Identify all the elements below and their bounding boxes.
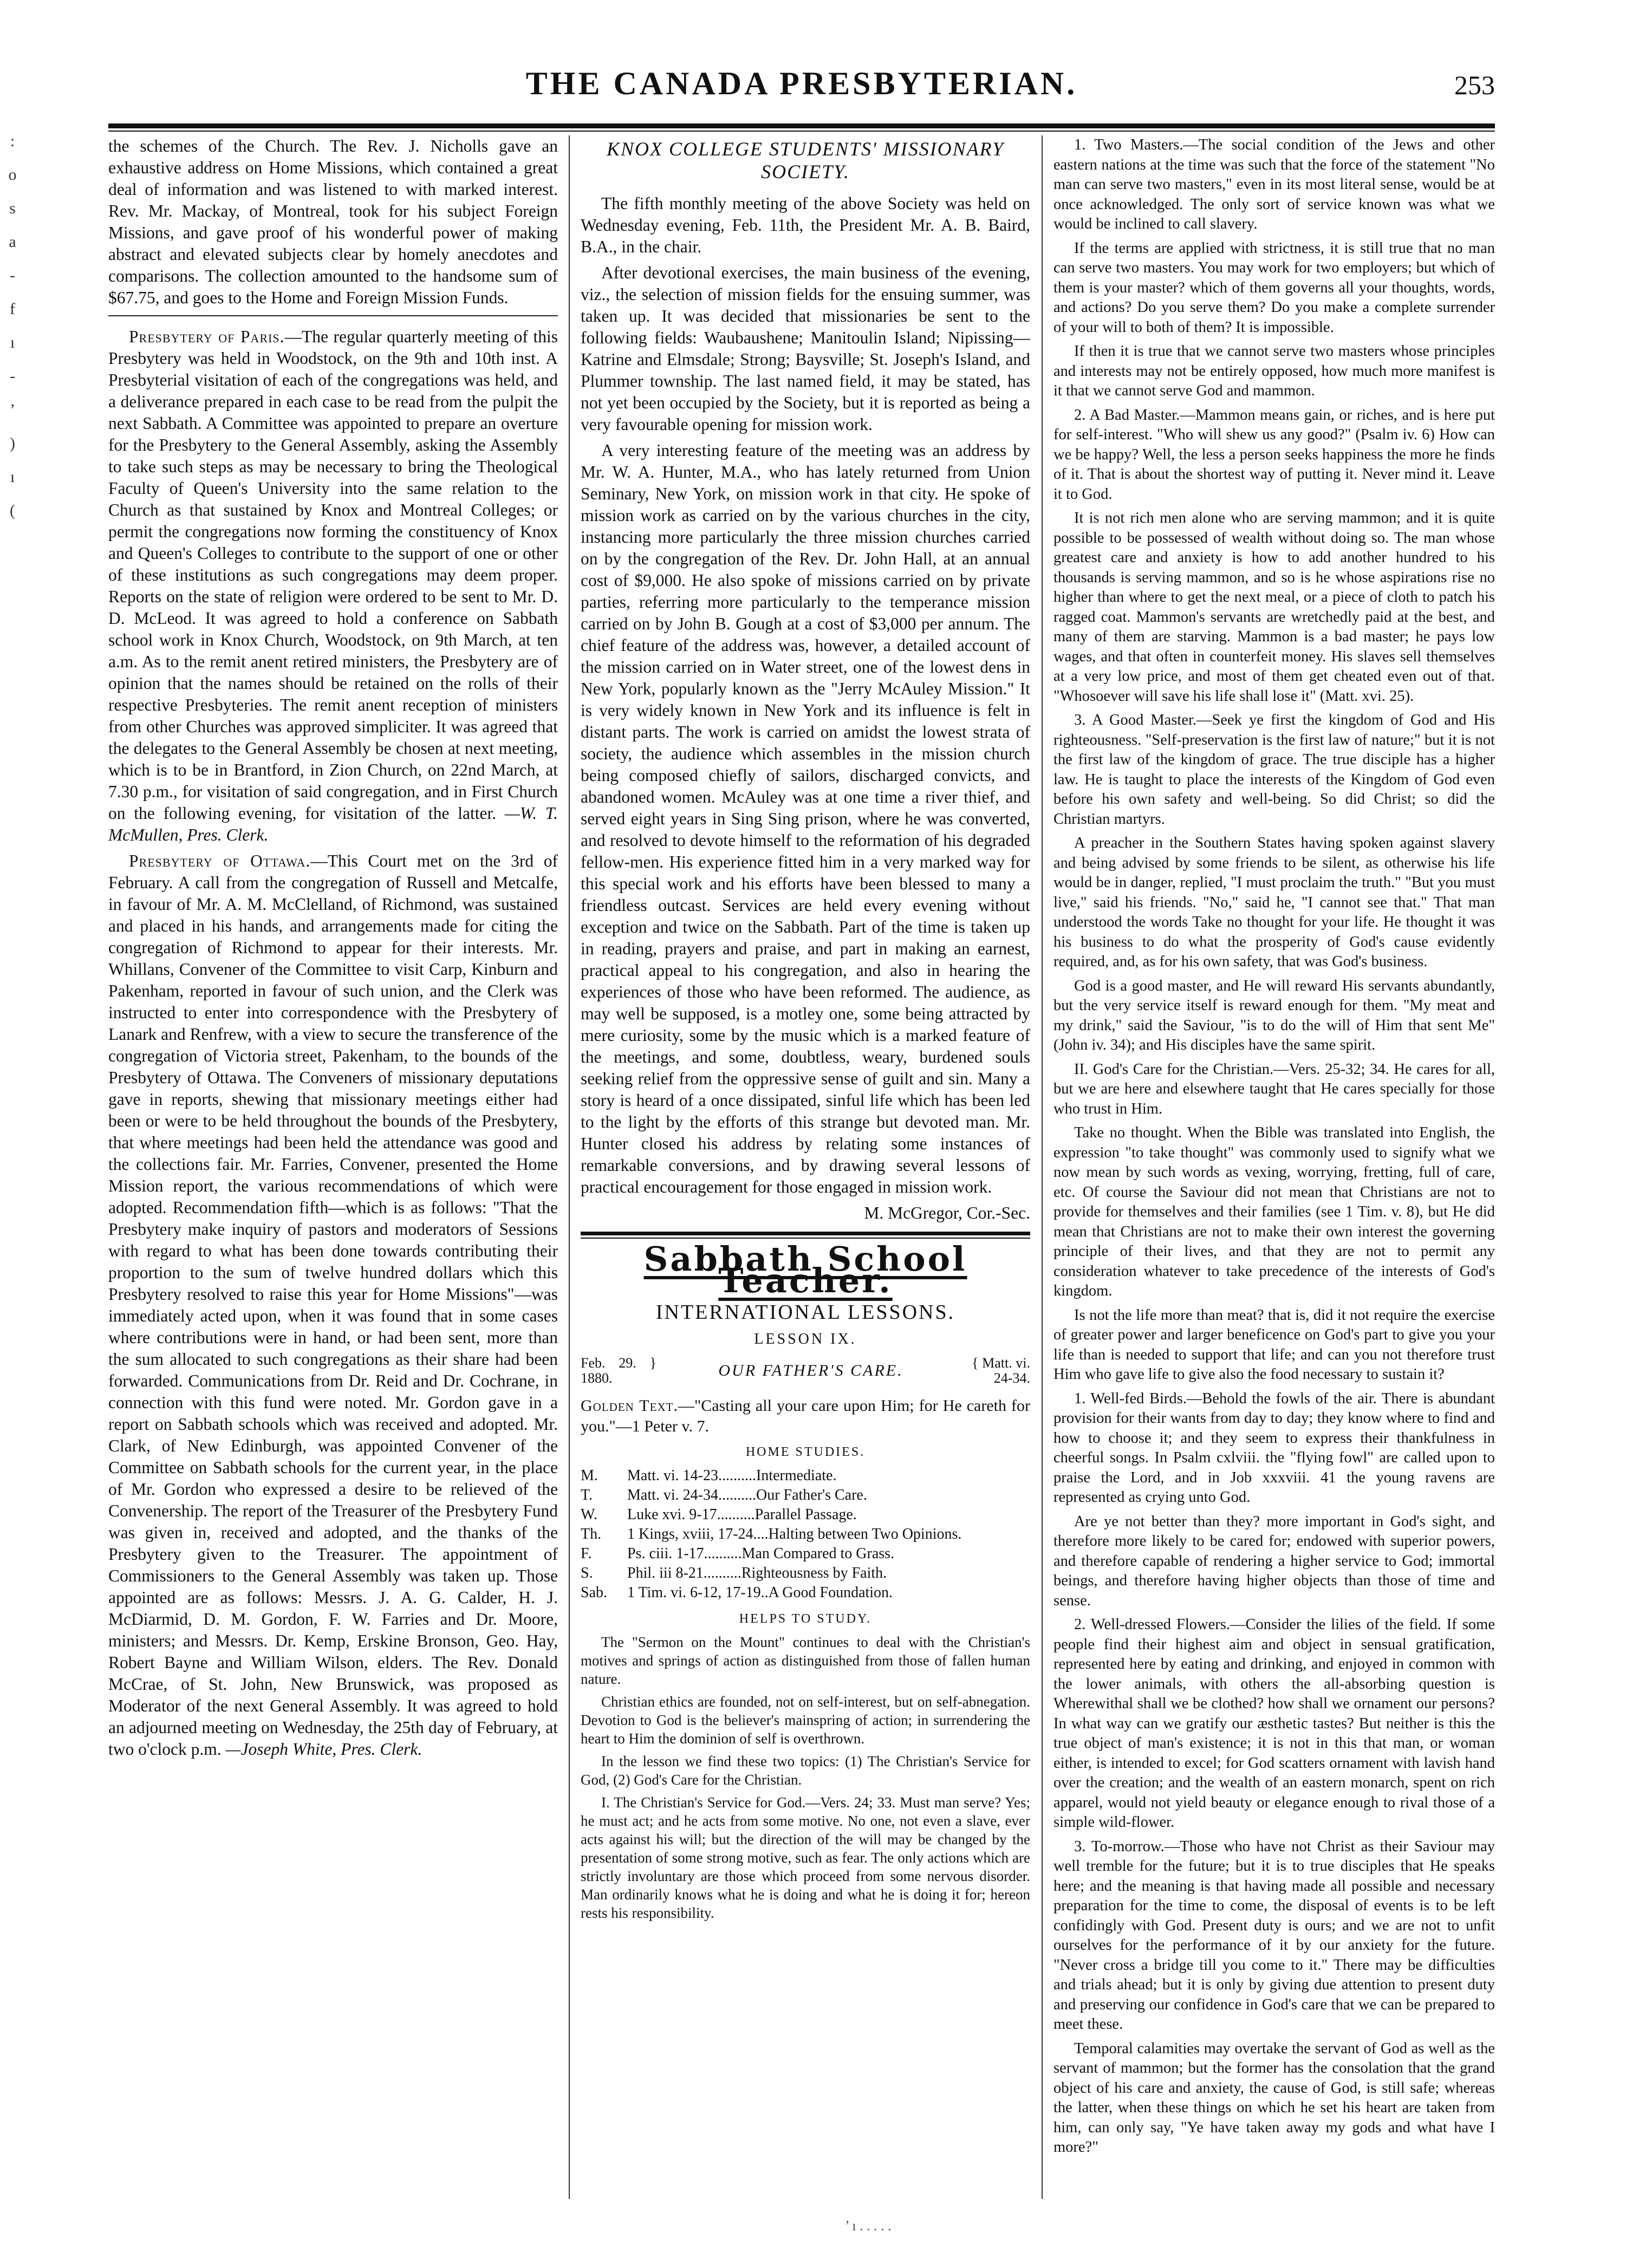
paragraph: 1. Two Masters.—The social condition of the Jews and other eastern nations at the time was such that the force of the statement "No man can serve two masters," even in its most literal sense, would be at once acknowledged. The only sort of service known was what we would be inclined to call slavery.: [1053, 136, 1495, 232]
international-lessons-title: INTERNATIONAL LESSONS.: [655, 1301, 955, 1324]
margin-mark: o: [8, 166, 17, 184]
list-item: [581, 1505, 1030, 1525]
column-middle: [581, 135, 1030, 2204]
study-day: F.: [581, 1545, 592, 1562]
margin-marks: [4, 125, 21, 528]
list-item: [581, 1564, 1030, 1583]
paragraph: It is not rich men alone who are serving mammon; and it is quite possible to be possessed of wealth without doing so. The man whose greatest care and anxiety is how to add another hundred to his thousands is serving mammon, and so is he whose aspirations rise no higher than where to get the next meal, or a piece of cloth to patch his ragged coat. Mammon's servants are wretchedly paid at the best, and many of them are starving. Mammon is a bad master; he pays low wages, and that often in counterfeit money. His slaves sell themselves at a very low price, and most of them get cheated even out of that. "Whosoever will save his life shall lose it" (Matt. xvi. 25).: [1053, 510, 1495, 705]
column-right: [1053, 135, 1495, 2204]
page-number: 253: [1454, 70, 1495, 100]
lesson-number: LESSON IX.: [754, 1331, 857, 1347]
study-text: Luke xvi. 9-17..........Parallel Passage.: [627, 1506, 857, 1523]
bottom-mark: ’ ı . . . . .: [845, 2218, 892, 2234]
home-studies-list: [581, 1466, 1030, 1603]
paragraph: A very interesting feature of the meeting was an address by Mr. W. A. Hunter, M.A., who has lately returned from Union Seminary, New York, on mission work in that city. He spoke of mission work as carried on by the various churches in the city, instancing more particularly the three mission churches carried on by the congregation of the Rev. Dr. John Hall, at an annual cost of $9,000. He also spoke of missions carried on by private parties, referring more particularly to the temperance mission carried on by John B. Gough at a cost of $3,000 per annum. The chief feature of the address was, however, a detailed account of the mission carried on in Water street, one of the lowest dens in New York, popularly known as the "Jerry McAuley Mission." It is very widely known in New York and its influence is felt in distant parts. The work is carried on amidst the lowest strata of society, the audience which assembles in the mission church being composed chiefly of sailors, discharged convicts, and abandoned women. McAuley was at one time a river thief, and served eight years in Sing Sing prison, where he was converted, and resolved to devote himself to the reformation of his degraded fellow-men. His experience fitted him in a very marked way for this special work and his efforts have been blessed to many a friendless outcast. Services are held every evening without exception and twice on the Sabbath. Part of the time is taken up in reading, prayers and praise, and part in making an earnest, practical appeal to his congregation, and also in hearing the experiences of those who have been reformed. The audience, as may well be supposed, is a motley one, some being attracted by mere curiosity, some by the music which is a marked feature of the meetings, and some, doubtless, weary, burdened souls seeking relief from the oppressive sense of guilt and sin. Many a story is heard of a once dissipated, sinful life which has been led to the light by the efforts of this strange but devoted man. Mr. Hunter closed his address by relating some instances of remarkable conversions, and by drawing several lessons of practical encouragement for those engaged in mission work.: [581, 441, 1030, 1196]
paragraph: The fifth monthly meeting of the above Society was held on Wednesday evening, Feb. 11th, the President Mr. A. B. Baird, B.A., in the chair.: [581, 194, 1030, 256]
margin-mark: ’: [10, 401, 15, 419]
paragraph: Are ye not better than they? more important in God's sight, and therefore more likely to be cared for; endowed with superior powers, and therefore capable of rendering a higher service to God; immortal beings, and therefore having higher objects than those of time and sense.: [1053, 1513, 1495, 1609]
masthead-title: THE CANADA PRESBYTERIAN.: [525, 66, 1078, 101]
column-divider: [569, 135, 570, 2199]
study-text: 1 Tim. vi. 6-12, 17-19..A Good Foundation.: [627, 1584, 893, 1601]
ottawa-heading: Presbytery of Ottawa.: [129, 851, 311, 870]
sabbath-school-banner: Sabbath School Teacher.: [643, 1239, 967, 1300]
running-head: [108, 65, 1495, 125]
paragraph: 3. A Good Master.—Seek ye first the kingdom of God and His righteousness. "Self-preservation is the first law of nature;" but it is not the first law of the kingdom of grace. The true disciple has a higher law. He is taught to place the interests of the Kingdom of God even before his own safety and well-being. So did Christ; so did the Christian martyrs.: [1053, 712, 1495, 828]
paris-heading: Presbytery of Paris.: [129, 327, 285, 346]
lesson-date: Feb. 29. } 1880.: [581, 1355, 656, 1386]
paragraph: 2. A Bad Master.—Mammon means gain, or riches, and is here put for self-interest. "Who will shew us any good?" (Psalm iv. 6) How can we be happy? Well, the less a person seeks happiness the more he finds of it. That is about the shortest way of putting it. Never mind it. Leave it to God.: [1053, 406, 1495, 503]
golden-text-body: —"Casting all your care upon Him; for He careth for you."—1 Peter v. 7.: [581, 1397, 1030, 1435]
home-studies-heading: HOME STUDIES.: [745, 1445, 866, 1459]
golden-text-label: Golden Text.: [581, 1397, 678, 1415]
paris-body: —The regular quarterly meeting of this Presbytery was held in Woodstock, on the 9th and 10th inst. A Presbyterial visitation of each of the congregations was held, and a deliverance prepared in each case to be read from the pulpit the next Sabbath. A Committee was appointed to prepare an overture for the Presbytery to the General Assembly, asking the Assembly to take such steps as may be necessary to bring the Theological Faculty of Queen's University into the same relation to the Church as that sustained by Knox and Montreal Colleges; or permit the congregations now forming the constituency of Knox and Queen's Colleges to contribute to the support of one or other of these institutions as such congregations may deem proper. Reports on the state of religion were ordered to be sent to Mr. D. D. McLeod. It was agreed to hold a conference on Sabbath school work in Knox Church, Woodstock, on 9th March, at ten a.m. As to the remit anent retired ministers, the Presbytery are of opinion that the names should be retained on the rolls of their respective Presbyteries. The remit anent reception of ministers from other Churches was approved simpliciter. It was agreed that the delegates to the General Assembly be chosen at next meeting, which is to be in Brantford, in Zion Church, on 22nd March, at 7.30 p.m., for visitation of said congregation, and in First Church on the following evening, for visitation of the latter.: [108, 327, 558, 823]
list-item: [581, 1525, 1030, 1544]
margin-mark: (: [10, 502, 15, 519]
paragraph-paris: [108, 326, 558, 846]
study-day: T.: [581, 1487, 593, 1503]
helps-to-study: [581, 1633, 1030, 1922]
ottawa-body: —This Court met on the 3rd of February. A call from the congregation of Russell and Metcalfe, in favour of Mr. A. M. McClelland, of Richmond, was sustained and placed in his hands, and arrangements made for citing the congregation of Richmond to appear for their interests. Mr. Whillans, Convener of the Committee to visit Carp, Kinburn and Pakenham, reported in favour of such union, and the Clerk was instructed to enter into correspondence with the Presbytery of Lanark and Renfrew, with a view to secure the transference of the congregation of Victoria street, Pakenham, to the bounds of the Presbytery of Ottawa. The Conveners of missionary deputations gave in reports, shewing that missionary meetings either had been or were to be held throughout the bounds of the Presbytery, that where meetings had been held the attendance was good and the collections fair. Mr. Farries, Convener, presented the Home Mission report, the various recommendations of which were adopted. Recommendation fifth—which is as follows: "That the Presbytery make inquiry of pastors and moderators of Sessions with regard to what has been done towards contributing their proportion to the sum of twelve hundred dollars which this Presbytery resolved to raise this year for Home Missions"—was immediately acted upon, when it was found that in some cases where contributions were in hand, or had been sent, more than the sum allocated to such congregations as their share had been forwarded. Communications from Dr. Reid and Dr. Cochrane, in connection with this fund were noted. Mr. Gordon gave in a report on Sabbath schools which was received and adopted. Mr. Clark, of New Edinburgh, was appointed Convener of the Committee on Sabbath schools for the current year, in the place of Mr. Gordon who expressed a desire to be relieved of the Convenership. The report of the Treasurer of the Presbytery Fund was given in, received and adopted, and the thanks of the Presbytery given to the Treasurer. The appointment of Commissioners to the General Assembly was taken up. Those appointed are as follows: Messrs. J. A. G. Calder, H. J. McDiarmid, D. M. Gordon, F. W. Farries and Dr. Moore, ministers; and Messrs. Dr. Kemp, Erskine Bronson, Geo. Hay, Robert Bayne and William Wilson, elders. The Rev. Donald McCrae, of St. John, New Brunswick, was proposed as Moderator of the next General Assembly. It was agreed to hold an adjourned meeting on Wednesday, the 25th day of February, at two o'clock p.m.: [108, 851, 558, 1759]
paragraph: Is not the life more than meat? that is, did it not require the exercise of greater power and larger beneficence on God's part to give you your life than is needed to support that life; and can you not therefore trust Him who gave life to give also the food necessary to sustain it?: [1053, 1306, 1495, 1383]
study-day: W.: [581, 1506, 597, 1523]
study-text: Matt. vi. 14-23..........Intermediate.: [627, 1467, 837, 1484]
list-item: [581, 1466, 1030, 1486]
paragraph: God is a good master, and He will reward His servants abundantly, but the very service itself is reward enough for them. "My meat and my drink," said the Saviour, "is to do the will of Him that sent Me" (John iv. 34); and His disciples have the same spirit.: [1053, 977, 1495, 1053]
paragraph: II. God's Care for the Christian.—Vers. 25-32; 34. He cares for all, but we are here and elsewhere taught that He cares specially for those who trust in Him.: [1053, 1060, 1495, 1117]
list-item: [581, 1486, 1030, 1505]
column-divider: [1042, 135, 1043, 2199]
study-day: S.: [581, 1565, 593, 1581]
masthead-rule: [108, 123, 1495, 132]
ottawa-signature: —Joseph White, Pres. Clerk.: [225, 1740, 422, 1759]
list-item: [581, 1583, 1030, 1603]
study-text: Ps. ciii. 1-17..........Man Compared to Grass.: [627, 1545, 895, 1562]
lesson-reference: { Matt. vi. 24-34.: [972, 1355, 1030, 1386]
helps-heading: HELPS TO STUDY.: [739, 1612, 872, 1626]
margin-mark: ı: [10, 468, 15, 486]
margin-mark: -: [10, 266, 15, 284]
section-rule: [581, 1232, 1030, 1239]
paragraph: 2. Well-dressed Flowers.—Consider the lilies of the field. If some people find their highest aim and object in sensual gratification, represented here by eating and drinking, and enjoyed in common with the lower animals, with others the all-absorbing question is Wherewithal shall we be clothed? how shall we ornament our persons? In what way can we gratify our æsthetic tastes? But neither is this the true object of man's existence; it is not in this that man, or woman either, is intended to excel; for God scatters ornament with lavish hand over the creation; and the wealth of an eastern monarch, spent on rich apparel, would not yield beauty or elegance enough to rival those of a simple wild-flower.: [1053, 1616, 1495, 1831]
paragraph: I. The Christian's Service for God.—Vers. 24; 33. Must man serve? Yes; he must act; and he acts from some motive. No one, not even a slave, ever acts against his will; but the direction of the will may be changed by the presentation of some strong motive, such as fear. The only actions which are strictly involuntary are those which proceed from some nervous disorder. Man ordinarily knows what he is doing and what he is doing it for; hereon rests his responsibility.: [581, 1794, 1030, 1921]
study-text: 1 Kings, xviii, 17-24....Halting between Two Opinions.: [627, 1526, 962, 1542]
paragraph: Temporal calamities may overtake the servant of God as well as the servant of mammon; but the former has the consolation that the grand object of his care and anxiety, the cause of God, is still safe; whereas the latter, when these things on which he set his heart are taken from him, can only say, "Ye have taken away my gods and what have I more?": [1053, 2040, 1495, 2156]
margin-mark: :: [10, 132, 15, 150]
margin-mark: ): [10, 434, 15, 452]
paragraph: Christian ethics are founded, not on self-interest, but on self-abnegation. Devotion to God is the believer's mainspring of action; in surrendering the heart to Him the dominion of self is overthrown.: [581, 1694, 1030, 1747]
paragraph: If the terms are applied with strictness, it is still true that no man can serve two masters. You may work for two employers; but which of them is your master? which of them governs all your thoughts, words, and actions? Do you serve them? Do you make a complete surrender of your will to both of them? It is impossible.: [1053, 239, 1495, 336]
margin-mark: s: [9, 199, 16, 217]
study-day: Sab.: [581, 1584, 607, 1601]
society-title: KNOX COLLEGE STUDENTS' MISSIONARY SOCIETY.: [606, 138, 1005, 183]
study-day: Th.: [581, 1526, 602, 1542]
paragraph: 3. To-morrow.—Those who have not Christ as their Saviour may well tremble for the future; but it is to true disciples that He speaks here; and the meaning is that having made all possible and necessary preparation for the time to come, the disposal of events is to be left confidingly with God. Present duty is ours; and we are not to unfit ourselves for the performance of it by our anxiety for the future. "Never cross a bridge till you come to it." There may be difficulties and trials ahead; but it is only by giving due attention to present duty and preserving our confidence in God's care that we can be prepared to meet these.: [1053, 1838, 1495, 2033]
margin-mark: f: [10, 300, 15, 318]
paris-signature: —W. T. McMullen, Pres. Clerk.: [108, 804, 558, 844]
study-day: M.: [581, 1467, 598, 1484]
paragraph: In the lesson we find these two topics: (1) The Christian's Service for God, (2) God's Care for the Christian.: [581, 1753, 1030, 1788]
margin-mark: a: [9, 233, 16, 251]
list-item: [581, 1544, 1030, 1564]
section-rule: [108, 315, 558, 316]
paragraph: If then it is true that we cannot serve two masters whose principles and interests may not be entirely opposed, how much more manifest is it that we cannot serve God and mammon.: [1053, 343, 1495, 399]
column-left: [108, 135, 558, 2204]
paragraph-ottawa: [108, 850, 558, 1760]
study-text: Phil. iii 8-21..........Righteousness by Faith.: [627, 1565, 887, 1581]
paragraph: Take no thought. When the Bible was translated into English, the expression "to take thought" was commonly used to signify what we now mean by such words as vexing, worrying, fretting, full of care, etc. Of course the Saviour did not mean that Christians are not to provide for themselves and their families (see 1 Tim. v. 8), but He did mean that Christians are not to make their own interest the governing principle of their lives, and that they are not to permit any consideration whatever to take precedence of the interests of God's kingdom.: [1053, 1124, 1495, 1299]
golden-text: [581, 1396, 1030, 1437]
lesson-header: [581, 1356, 1030, 1386]
paragraph: The "Sermon on the Mount" continues to deal with the Christian's motives and springs of action as distinguished from those of fallen human nature.: [581, 1634, 1030, 1687]
paragraph: the schemes of the Church. The Rev. J. Nicholls gave an exhaustive address on Home Missions, which contained a great deal of information and was listened to with marked interest. Rev. Mr. Mackay, of Montreal, took for his subject Foreign Missions, and gave proof of his wonderful power of making abstract and elevated subjects clear by homely anecdotes and comparisons. The collection amounted to the handsome sum of $67.75, and goes to the Home and Foreign Mission Funds.: [108, 136, 558, 307]
lesson-title: OUR FATHER'S CARE.: [718, 1362, 903, 1379]
paragraph: 1. Well-fed Birds.—Behold the fowls of the air. There is abundant provision for their wants from day to day; they know where to find and how to choose it; and they seem to express their thankfulness in cheerful songs. In Psalm cxlviii. the "flying fowl" are called upon to praise the Lord, and in Job xxxviii. 41 the young ravens are represented as crying unto God.: [1053, 1390, 1495, 1506]
margin-mark: ı: [10, 334, 15, 351]
society-signature: M. McGregor, Cor.-Sec.: [864, 1203, 1030, 1222]
paragraph: After devotional exercises, the main business of the evening, viz., the selection of mission fields for the ensuing summer, was taken up. It was decided that missionaries be sent to the following fields: Waubaushene; Manitoulin Island; Nipissing—Katrine and Elmsdale; Strong; Baysville; St. Joseph's Island, and Plummer township. The last named field, it may be stated, has not yet been occupied by the Society, but it is reported as being a very favourable opening for mission work.: [581, 263, 1030, 434]
margin-mark: -: [10, 367, 15, 385]
study-text: Matt. vi. 24-34..........Our Father's Care.: [627, 1487, 867, 1503]
paragraph: A preacher in the Southern States having spoken against slavery and being advised by some friends to be silent, as otherwise his life would be in danger, replied, "I must proclaim the truth." "But you must live," said his friends. "No," said he, "I cannot see that." That man understood the words Take no thought for your life. He thought it was his business to do what the prosperity of God's cause evidently required, and, as for his own safety, that was God's business.: [1053, 835, 1495, 970]
